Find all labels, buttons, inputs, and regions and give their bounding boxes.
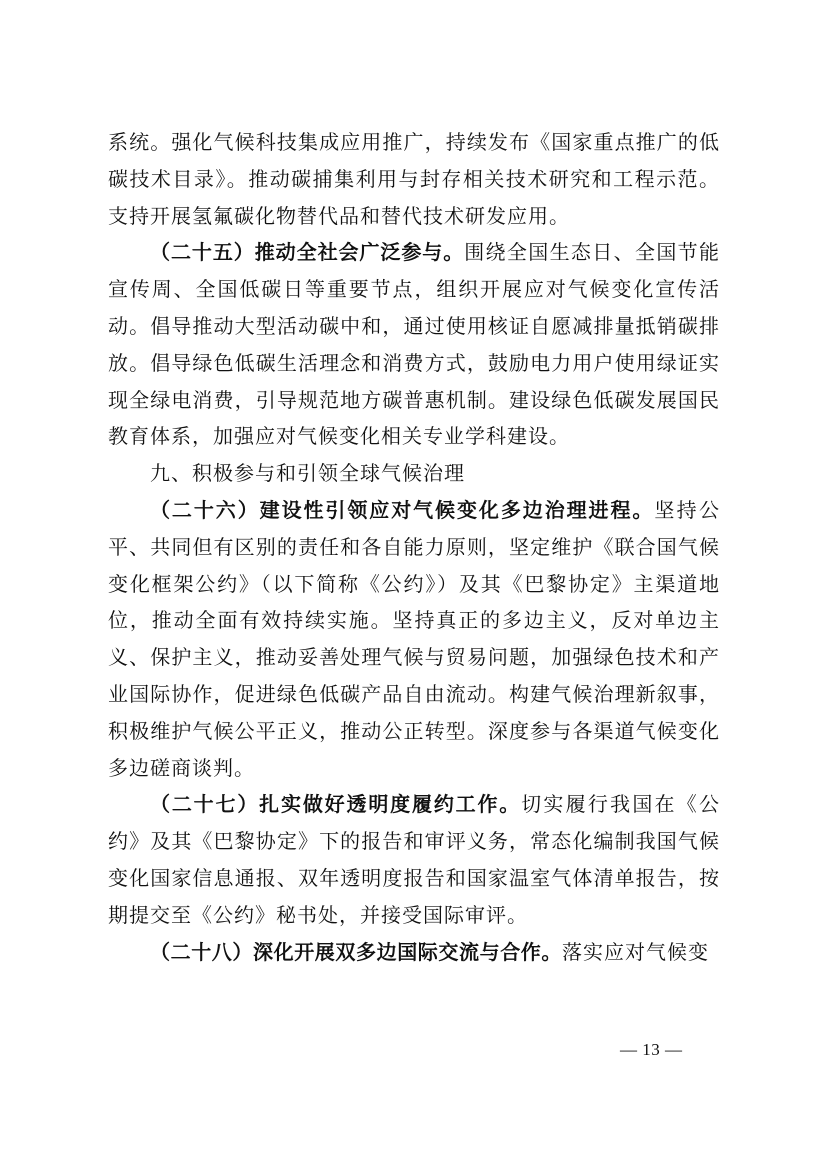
document-page	[108, 124, 720, 970]
paragraph-text: 系统。强化气候科技集成应用推广，持续发布《国家重点推广的低碳技术目录》。推动碳捕集利用与封存相关技术研究和工程示范。支持开展氢氟碳化物替代品和替代技术研发应用。	[108, 130, 720, 228]
paragraph-lead: （二十八）深化开展双多边国际交流与合作。	[150, 939, 562, 964]
paragraph-lead: （二十五）推动全社会广泛参与。	[150, 240, 465, 265]
paragraph-25	[108, 234, 720, 455]
paragraph-continuation	[108, 124, 720, 234]
paragraph-text: 坚持公平、共同但有区别的责任和各自能力原则，坚定维护《联合国气候变化框架公约》（以下简称《公约》）及其《巴黎协定》主渠道地位，推动全面有效持续实施。坚持真正的多边主义，反对单边主义、保护主义，推动妥善处理气候与贸易问题，加强绿色技术和产业国际协作，促进绿色低碳产品自由流动。构建气候治理新叙事，积极维护气候公平正义，推动公正转型。深度参与各渠道气候变化多边磋商谈判。	[108, 497, 720, 780]
paragraph-27	[108, 786, 720, 933]
paragraph-text: 落实应对气候变	[562, 939, 709, 964]
paragraph-lead: （二十六）建设性引领应对气候变化多边治理进程。	[150, 497, 655, 522]
section-heading: 九、积极参与和引领全球气候治理	[150, 461, 465, 486]
paragraph-lead: （二十七）扎实做好透明度履约工作。	[150, 792, 522, 817]
paragraph-text: 切实履行我国在《公约》及其《巴黎协定》下的报告和审评义务，常态化编制我国气候变化国家信息通报、双年透明度报告和国家温室气体清单报告，按期提交至《公约》秘书处，并接受国际审评。	[108, 792, 721, 927]
paragraph-text: 围绕全国生态日、全国节能宣传周、全国低碳日等重要节点，组织开展应对气候变化宣传活动。倡导推动大型活动碳中和，通过使用核证自愿减排量抵销碳排放。倡导绿色低碳生活理念和消费方式，鼓励电力用户使用绿证实现全绿电消费，引导规范地方碳普惠机制。建设绿色低碳发展国民教育体系，加强应对气候变化相关专业学科建设。	[108, 240, 721, 449]
paragraph-28	[108, 934, 720, 971]
page-number: — 13 —	[620, 1040, 683, 1059]
paragraph-26	[108, 492, 720, 786]
